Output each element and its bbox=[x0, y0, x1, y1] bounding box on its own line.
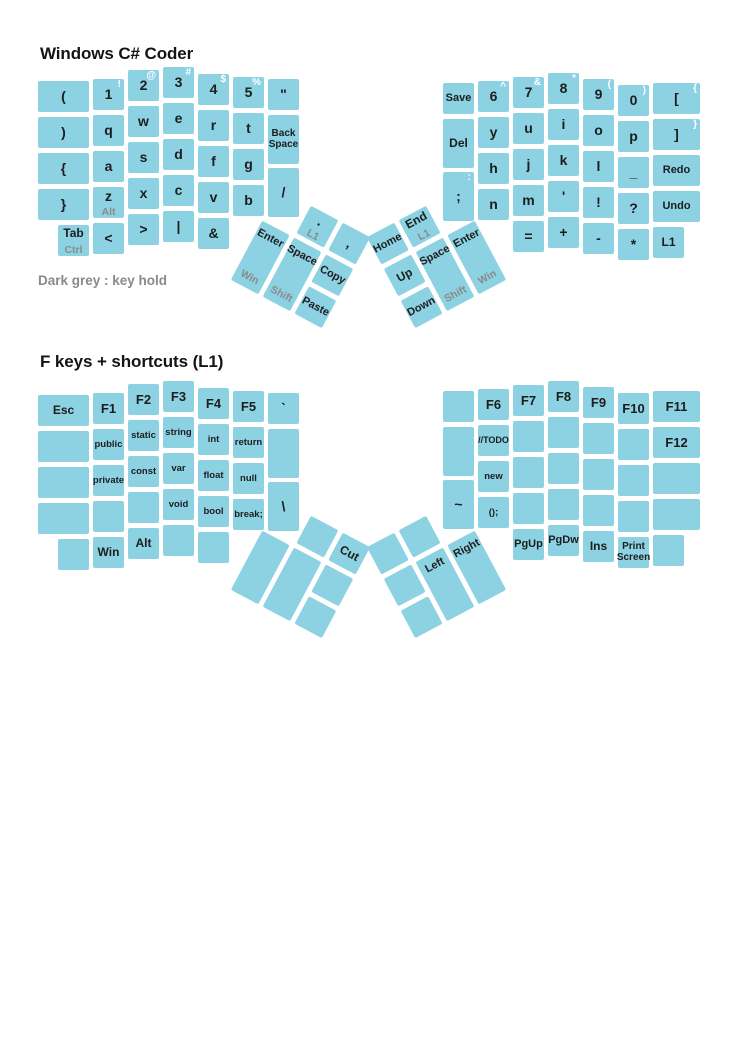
key-label: Space bbox=[417, 241, 452, 268]
key-c bbox=[163, 175, 194, 206]
key-label: l bbox=[596, 158, 601, 175]
key-shift-label: } bbox=[693, 119, 697, 130]
key-p bbox=[618, 121, 649, 152]
key-f12 bbox=[653, 427, 700, 458]
key-blank bbox=[128, 492, 159, 523]
key-label: F5 bbox=[240, 398, 257, 414]
key-null bbox=[233, 463, 264, 494]
key-back-space bbox=[268, 115, 299, 164]
key-3 bbox=[163, 67, 194, 98]
key-label: i bbox=[561, 116, 566, 133]
key-return bbox=[233, 427, 264, 458]
key-shift-label: { bbox=[693, 83, 697, 94]
key-v bbox=[198, 182, 229, 213]
key-symbol bbox=[478, 497, 509, 528]
key-label: Enter bbox=[450, 226, 482, 250]
key-4 bbox=[198, 74, 229, 105]
key-label: 6 bbox=[489, 88, 498, 105]
key-label: < bbox=[104, 230, 113, 247]
key-new bbox=[478, 461, 509, 492]
key-symbol bbox=[38, 117, 89, 148]
key-shift-label: * bbox=[572, 73, 576, 84]
key-label: (); bbox=[488, 506, 499, 518]
key-hold-label: Win bbox=[475, 266, 498, 287]
key-blank bbox=[443, 427, 474, 476]
key-label: Alt bbox=[135, 536, 152, 551]
key-blank bbox=[513, 493, 544, 524]
key-symbol bbox=[198, 218, 229, 249]
key-label: 7 bbox=[524, 84, 533, 101]
key-break bbox=[233, 499, 264, 530]
key-label: Undo bbox=[662, 199, 691, 212]
key-label: F2 bbox=[135, 391, 152, 407]
key-label: int bbox=[207, 433, 220, 445]
key-label: q bbox=[104, 122, 113, 139]
key-label: | bbox=[176, 218, 181, 235]
key-l1 bbox=[653, 227, 684, 258]
key-label: Up bbox=[393, 264, 415, 285]
key-label: static bbox=[131, 429, 156, 441]
key-k bbox=[548, 145, 579, 176]
key-label: 9 bbox=[594, 86, 603, 103]
key-label: e bbox=[174, 110, 183, 127]
key-label: Right bbox=[450, 536, 482, 560]
key-label: Esc bbox=[52, 403, 75, 418]
key-blank bbox=[38, 467, 89, 498]
key-label: 0 bbox=[629, 92, 638, 109]
key-blank bbox=[548, 453, 579, 484]
key-blank bbox=[548, 417, 579, 448]
key-pgdw bbox=[548, 525, 579, 556]
key-label: \ bbox=[281, 498, 286, 515]
key-label: ' bbox=[561, 188, 566, 205]
key-label: 1 bbox=[104, 86, 113, 103]
key-symbol bbox=[38, 81, 89, 112]
key-const bbox=[128, 456, 159, 487]
key-9 bbox=[583, 79, 614, 110]
key-shift-label: ) bbox=[642, 85, 646, 96]
key-label: Left bbox=[422, 554, 447, 575]
key-blank bbox=[443, 391, 474, 422]
key-i bbox=[548, 109, 579, 140]
key-blank bbox=[93, 501, 124, 532]
key-n bbox=[478, 189, 509, 220]
key-label: p bbox=[629, 128, 638, 145]
key-d bbox=[163, 139, 194, 170]
key-label: z bbox=[105, 188, 112, 204]
key-blank bbox=[513, 421, 544, 452]
key-label: & bbox=[208, 225, 219, 242]
key-label: / bbox=[281, 184, 286, 201]
key-label: 3 bbox=[174, 74, 183, 91]
key-label: - bbox=[596, 230, 601, 247]
key-symbol bbox=[38, 153, 89, 184]
key-label: w bbox=[138, 113, 149, 130]
key-label: PgUp bbox=[514, 537, 543, 550]
key-1 bbox=[93, 79, 124, 110]
key-symbol bbox=[268, 79, 299, 110]
key-a bbox=[93, 151, 124, 182]
key-6 bbox=[478, 81, 509, 112]
key-symbol bbox=[548, 217, 579, 248]
key-label: string bbox=[165, 426, 192, 438]
key-symbol bbox=[268, 393, 299, 424]
key-label: End bbox=[402, 208, 429, 232]
key-f7 bbox=[513, 385, 544, 416]
key-blank bbox=[583, 423, 614, 454]
key-e bbox=[163, 103, 194, 134]
key-f8 bbox=[548, 381, 579, 412]
key-label: F9 bbox=[590, 394, 607, 410]
key-label: F6 bbox=[485, 396, 502, 412]
key-t bbox=[233, 113, 264, 144]
key-label: ; bbox=[456, 188, 461, 205]
key-blank bbox=[618, 465, 649, 496]
key-tab bbox=[58, 225, 89, 256]
key-label: x bbox=[139, 185, 148, 202]
key-label: const bbox=[130, 465, 157, 477]
key-label: Ins bbox=[589, 539, 608, 554]
key-blank bbox=[653, 463, 700, 494]
key-j bbox=[513, 149, 544, 180]
key-hold-label: L1 bbox=[415, 225, 432, 243]
key-z bbox=[93, 187, 124, 218]
key-symbol bbox=[128, 214, 159, 245]
key-blank bbox=[583, 459, 614, 490]
key-7 bbox=[513, 77, 544, 108]
key-u bbox=[513, 113, 544, 144]
key-del bbox=[443, 119, 474, 168]
key-label: Copy bbox=[317, 262, 348, 286]
key-o bbox=[583, 115, 614, 146]
key-undo bbox=[653, 191, 700, 222]
key-s bbox=[128, 142, 159, 173]
key-label: Home bbox=[370, 229, 404, 255]
key-static bbox=[128, 420, 159, 451]
key-blank bbox=[38, 431, 89, 462]
key-label: , bbox=[343, 234, 355, 251]
key-symbol bbox=[653, 83, 700, 114]
key-symbol bbox=[583, 187, 614, 218]
key-label: Space bbox=[284, 242, 319, 268]
key-label: + bbox=[559, 224, 568, 241]
key-string bbox=[163, 417, 194, 448]
key-label: break; bbox=[234, 508, 263, 520]
key-label: ] bbox=[674, 126, 679, 143]
key-blank bbox=[618, 429, 649, 460]
key-blank bbox=[198, 532, 229, 563]
key-esc bbox=[38, 395, 89, 426]
key-label: var bbox=[171, 462, 186, 474]
key-shift-label: # bbox=[185, 67, 191, 78]
key-label: * bbox=[630, 236, 637, 253]
key-label: new bbox=[484, 470, 503, 482]
key-w bbox=[128, 106, 159, 137]
key-label: Print Screen bbox=[616, 541, 651, 563]
key-blank bbox=[653, 499, 700, 530]
key-shift-label: $ bbox=[220, 74, 226, 85]
key-label: . bbox=[314, 212, 326, 229]
key-label: Tab bbox=[63, 226, 84, 240]
key-label: Paste bbox=[299, 293, 332, 319]
key-label: d bbox=[174, 146, 183, 163]
key-label: f bbox=[211, 153, 216, 170]
key-label: Del bbox=[449, 136, 468, 151]
key-label: > bbox=[139, 221, 148, 238]
key-shift-label: ! bbox=[117, 79, 121, 90]
key-h bbox=[478, 153, 509, 184]
key-hold-label: Shift bbox=[268, 282, 295, 305]
key-label: F7 bbox=[520, 392, 537, 408]
key-label: 5 bbox=[244, 84, 253, 101]
key-symbol bbox=[548, 181, 579, 212]
key-label: ? bbox=[629, 200, 638, 217]
key-blank bbox=[163, 525, 194, 556]
key-blank bbox=[513, 457, 544, 488]
key-blank bbox=[58, 539, 89, 570]
key-label: j bbox=[526, 156, 531, 173]
key-hold-label: L1 bbox=[304, 225, 321, 243]
key-hold-label: Alt bbox=[101, 205, 116, 218]
key-pgup bbox=[513, 529, 544, 560]
key-symbol bbox=[618, 193, 649, 224]
key-int bbox=[198, 424, 229, 455]
key-label: } bbox=[60, 196, 67, 213]
legend-key-hold-note: Dark grey : key hold bbox=[38, 273, 168, 288]
key-label: float bbox=[203, 469, 224, 481]
key-label: null bbox=[240, 472, 257, 484]
key-float bbox=[198, 460, 229, 491]
key-shift-label: % bbox=[252, 77, 261, 88]
key-label: F10 bbox=[622, 400, 645, 416]
key-shift-label: @ bbox=[146, 70, 156, 81]
key-label: Back Space bbox=[268, 128, 299, 150]
key-blank bbox=[618, 501, 649, 532]
key-blank bbox=[268, 429, 299, 478]
key-label: Redo bbox=[662, 163, 691, 176]
key-f bbox=[198, 146, 229, 177]
key-label: m bbox=[522, 192, 535, 209]
key-label: b bbox=[244, 192, 253, 209]
key-label: c bbox=[174, 182, 183, 199]
key-symbol bbox=[618, 157, 649, 188]
key-symbol bbox=[583, 223, 614, 254]
key-label: u bbox=[524, 120, 533, 137]
key-label: { bbox=[60, 160, 67, 177]
key-label: " bbox=[280, 86, 287, 103]
key-x bbox=[128, 178, 159, 209]
key-label: F8 bbox=[555, 388, 572, 404]
key-label: y bbox=[489, 124, 498, 141]
key-redo bbox=[653, 155, 700, 186]
key-f4 bbox=[198, 388, 229, 419]
key-label: private bbox=[92, 474, 125, 486]
key-label: ( bbox=[61, 88, 66, 105]
key-blank bbox=[38, 503, 89, 534]
key-public bbox=[93, 429, 124, 460]
key-f2 bbox=[128, 384, 159, 415]
key-symbol bbox=[653, 119, 700, 150]
key-f9 bbox=[583, 387, 614, 418]
key-blank bbox=[583, 495, 614, 526]
key-symbol bbox=[163, 211, 194, 242]
key-symbol bbox=[38, 189, 89, 220]
key-label: ~ bbox=[454, 496, 463, 513]
key-label: bool bbox=[203, 505, 224, 517]
key-save bbox=[443, 83, 474, 114]
key-shift-label: : bbox=[467, 172, 471, 183]
key-f6 bbox=[478, 389, 509, 420]
key-l bbox=[583, 151, 614, 182]
key-label: 2 bbox=[139, 77, 148, 94]
key-label: r bbox=[210, 117, 217, 134]
key-print-screen bbox=[618, 537, 649, 568]
key-label: a bbox=[104, 158, 113, 175]
key-bool bbox=[198, 496, 229, 527]
key-symbol bbox=[618, 229, 649, 260]
key-0 bbox=[618, 85, 649, 116]
key-f11 bbox=[653, 391, 700, 422]
key-label: h bbox=[489, 160, 498, 177]
key-label: L1 bbox=[661, 235, 676, 250]
key-label: [ bbox=[674, 90, 679, 107]
key-alt bbox=[128, 528, 159, 559]
key-label: Win bbox=[97, 545, 120, 560]
key-label: Cut bbox=[336, 541, 361, 564]
key-blank bbox=[653, 535, 684, 566]
key-q bbox=[93, 115, 124, 146]
key-label: = bbox=[524, 228, 533, 245]
key-label: ` bbox=[281, 400, 286, 417]
key-label: ! bbox=[596, 194, 601, 211]
key-hold-label: Win bbox=[238, 266, 261, 287]
key-f3 bbox=[163, 381, 194, 412]
key-label: v bbox=[209, 189, 218, 206]
key-symbol bbox=[513, 221, 544, 252]
key-label: F11 bbox=[665, 398, 688, 414]
key-shift-label: ^ bbox=[500, 81, 506, 92]
key-label: Down bbox=[404, 293, 437, 319]
key-label: 8 bbox=[559, 80, 568, 97]
key-label: g bbox=[244, 156, 253, 173]
key-f1 bbox=[93, 393, 124, 424]
layout-title-base-layer: Windows C# Coder bbox=[40, 44, 194, 63]
key-m bbox=[513, 185, 544, 216]
key-y bbox=[478, 117, 509, 148]
key-f5 bbox=[233, 391, 264, 422]
key-shift-label: & bbox=[533, 77, 541, 88]
key-8 bbox=[548, 73, 579, 104]
key-label: 4 bbox=[209, 81, 218, 98]
key-private bbox=[93, 465, 124, 496]
key-f10 bbox=[618, 393, 649, 424]
key-label: o bbox=[594, 122, 603, 139]
key-label: s bbox=[139, 149, 148, 166]
key-label: k bbox=[559, 152, 568, 169]
layout-title-l1-layer: F keys + shortcuts (L1) bbox=[40, 352, 224, 371]
key-label: Enter bbox=[254, 226, 286, 250]
key-5 bbox=[233, 77, 264, 108]
key-void bbox=[163, 489, 194, 520]
key-symbol bbox=[93, 223, 124, 254]
key-label: //TODO bbox=[478, 434, 509, 445]
key-shift-label: ( bbox=[607, 79, 611, 90]
key-label: PgDw bbox=[548, 533, 579, 546]
key-label: _ bbox=[629, 164, 638, 181]
key-g bbox=[233, 149, 264, 180]
key-label: ) bbox=[61, 124, 66, 141]
key-b bbox=[233, 185, 264, 216]
key-blank bbox=[548, 489, 579, 520]
key-hold-label: Ctrl bbox=[64, 243, 83, 256]
key-label: F12 bbox=[665, 434, 688, 450]
key-var bbox=[163, 453, 194, 484]
key-todo bbox=[478, 425, 509, 456]
key-label: F3 bbox=[170, 388, 187, 404]
key-label: t bbox=[246, 120, 251, 137]
key-label: Save bbox=[445, 91, 472, 104]
key-label: void bbox=[168, 498, 189, 510]
key-win bbox=[93, 537, 124, 568]
key-label: F4 bbox=[205, 395, 222, 411]
key-hold-label: Shift bbox=[441, 282, 468, 305]
key-label: return bbox=[234, 436, 263, 448]
key-label: F1 bbox=[100, 400, 117, 416]
key-r bbox=[198, 110, 229, 141]
key-label: n bbox=[489, 196, 498, 213]
key-2 bbox=[128, 70, 159, 101]
key-label: public bbox=[94, 438, 123, 450]
key-ins bbox=[583, 531, 614, 562]
